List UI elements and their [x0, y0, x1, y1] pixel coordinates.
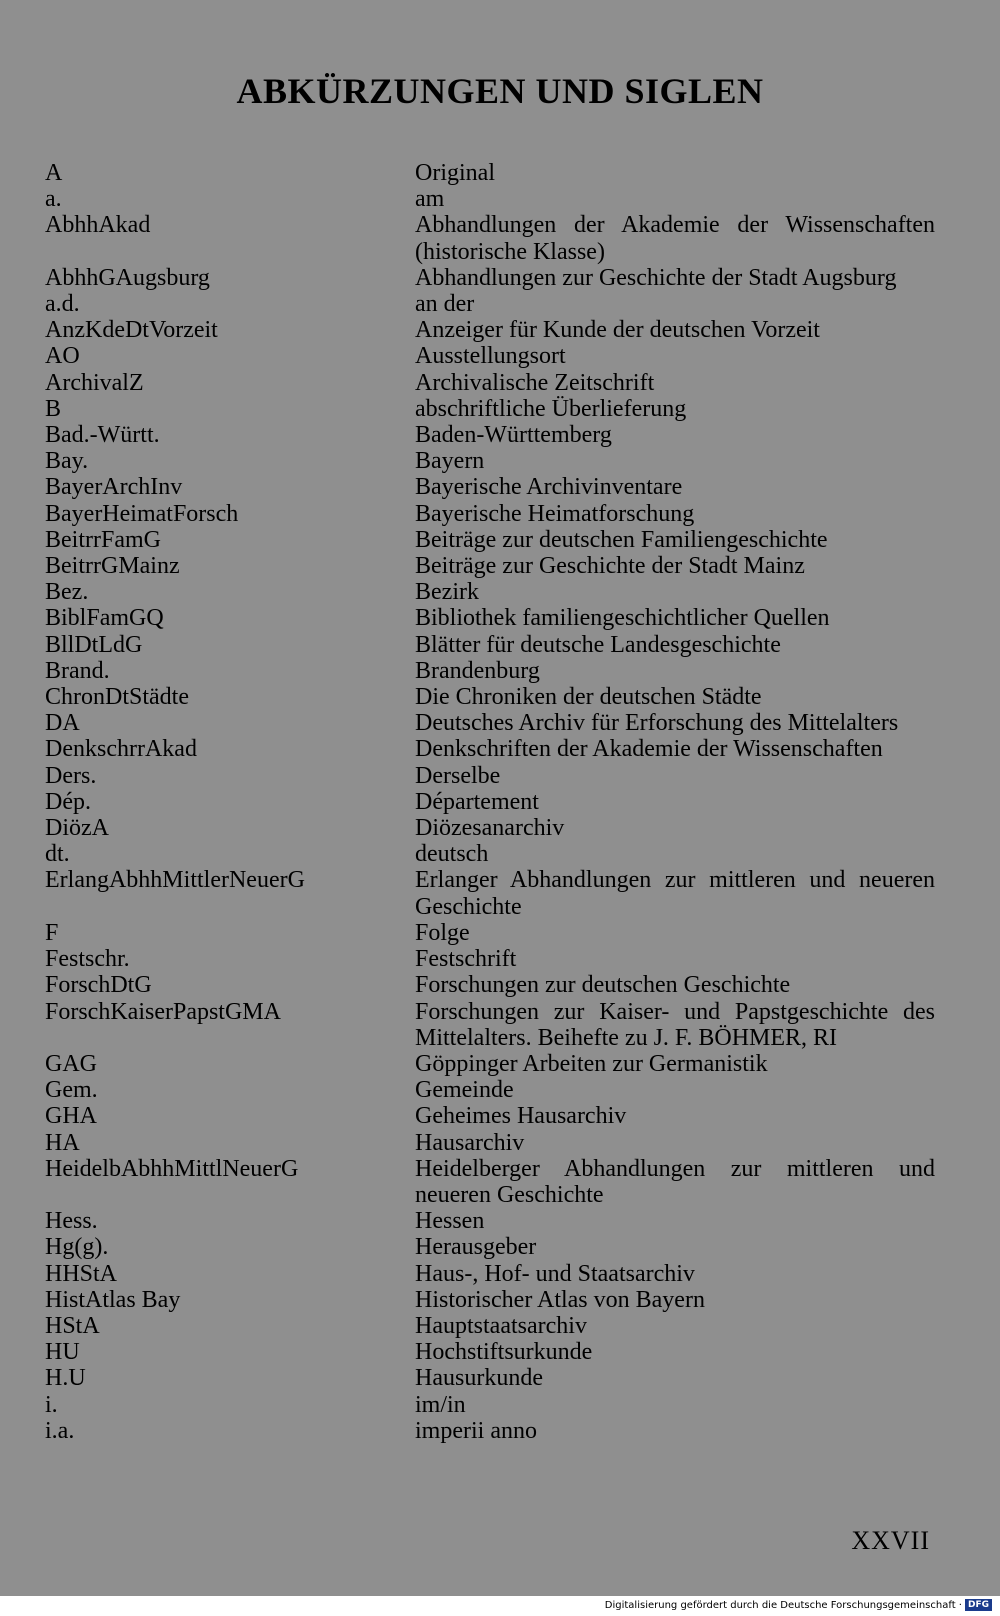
- expansion: Herausgeber: [415, 1234, 537, 1261]
- list-item: [45, 291, 935, 317]
- abbreviation: AbhhGAugsburg: [45, 264, 210, 291]
- abbreviation: BayerHeimatForsch: [45, 500, 239, 527]
- expansion: Erlanger Abhandlungen zur mittleren und neueren Geschichte: [415, 867, 935, 920]
- abbreviation: HeidelbAbhhMittlNeuerG: [45, 1155, 299, 1182]
- abbreviation: B: [45, 395, 62, 422]
- expansion: Bayerische Heimatforschung: [415, 500, 695, 527]
- footer: [0, 1596, 1000, 1616]
- expansion: Blätter für deutsche Landesgeschichte: [415, 631, 781, 658]
- abbreviation: AnzKdeDtVorzeit: [45, 317, 218, 344]
- list-item: [45, 1156, 935, 1208]
- list-item: [45, 815, 935, 841]
- abbreviation-list: [45, 160, 935, 1444]
- abbreviation: dt.: [45, 841, 70, 868]
- expansion: Denkschriften der Akademie der Wissenschaften: [415, 736, 883, 763]
- list-item: [45, 579, 935, 605]
- list-item: [45, 527, 935, 553]
- expansion: Deutsches Archiv für Erforschung des Mittelalters: [415, 710, 899, 737]
- list-item: [45, 1077, 935, 1103]
- expansion: Bayerische Archivinventare: [415, 474, 683, 501]
- expansion: abschriftliche Überlieferung: [415, 395, 687, 422]
- expansion: Forschungen zur Kaiser- und Papstgeschichte des Mittelalters. Beihefte zu J. F. BÖHMER, RI: [415, 998, 935, 1051]
- expansion: Festschrift: [415, 946, 517, 973]
- list-item: [45, 972, 935, 998]
- footer-text: Digitalisierung gefördert durch die Deutsche Forschungsgemeinschaft ·: [604, 1600, 962, 1611]
- list-item: [45, 343, 935, 369]
- list-item: [45, 1051, 935, 1077]
- list-item: [45, 422, 935, 448]
- expansion: Geheimes Hausarchiv: [415, 1103, 627, 1130]
- list-item: [45, 160, 935, 186]
- expansion: Gemeinde: [415, 1077, 514, 1104]
- abbreviation: Hg(g).: [45, 1234, 109, 1261]
- expansion: im/in: [415, 1391, 466, 1418]
- list-item: [45, 1234, 935, 1260]
- abbreviation: Bez.: [45, 579, 89, 606]
- list-item: [45, 1365, 935, 1391]
- list-item: [45, 999, 935, 1051]
- abbreviation: Dép.: [45, 788, 91, 815]
- abbreviation: Gem.: [45, 1077, 98, 1104]
- abbreviation: HA: [45, 1129, 80, 1156]
- list-item: [45, 605, 935, 631]
- expansion: Original: [415, 160, 495, 186]
- expansion: Hochstiftsurkunde: [415, 1339, 593, 1366]
- abbreviation: HStA: [45, 1312, 100, 1339]
- expansion: Die Chroniken der deutschen Städte: [415, 684, 762, 711]
- abbreviation: BeitrrGMainz: [45, 553, 180, 580]
- expansion: Anzeiger für Kunde der deutschen Vorzeit: [415, 317, 820, 344]
- expansion: Baden-Württemberg: [415, 422, 612, 449]
- expansion: Haus-, Hof- und Staatsarchiv: [415, 1260, 695, 1287]
- abbreviation: Bay.: [45, 448, 89, 475]
- list-item: [45, 1130, 935, 1156]
- abbreviation: BeitrrFamG: [45, 526, 161, 553]
- abbreviation: H.U: [45, 1365, 86, 1392]
- expansion: Beiträge zur Geschichte der Stadt Mainz: [415, 553, 805, 580]
- list-item: [45, 448, 935, 474]
- expansion: deutsch: [415, 841, 489, 868]
- abbreviation: a.d.: [45, 291, 80, 318]
- abbreviation: BayerArchInv: [45, 474, 183, 501]
- abbreviation: HHStA: [45, 1260, 118, 1287]
- list-item: [45, 1339, 935, 1365]
- abbreviation: Ders.: [45, 762, 97, 789]
- expansion: an der: [415, 291, 475, 318]
- list-item: [45, 212, 935, 264]
- expansion: Göppinger Arbeiten zur Germanistik: [415, 1050, 768, 1077]
- abbreviation: HistAtlas Bay: [45, 1286, 181, 1313]
- abbreviation: ErlangAbhhMittlerNeuerG: [45, 867, 305, 894]
- expansion: Ausstellungsort: [415, 343, 566, 370]
- abbreviation: AbhhAkad: [45, 212, 151, 239]
- list-item: [45, 789, 935, 815]
- list-item: [45, 1208, 935, 1234]
- dfg-logo: DFG: [965, 1599, 992, 1611]
- list-item: [45, 553, 935, 579]
- list-item: [45, 736, 935, 762]
- expansion: Brandenburg: [415, 657, 540, 684]
- list-item: [45, 684, 935, 710]
- list-item: [45, 841, 935, 867]
- list-item: [45, 946, 935, 972]
- page-number: XXVII: [851, 1526, 930, 1555]
- abbreviation: DiözA: [45, 815, 109, 842]
- expansion: Diözesanarchiv: [415, 815, 565, 842]
- abbreviation: a.: [45, 186, 62, 213]
- abbreviation: A: [45, 160, 63, 186]
- abbreviation: ChronDtStädte: [45, 684, 189, 711]
- expansion: am: [415, 186, 445, 213]
- list-item: [45, 1392, 935, 1418]
- abbreviation: ForschDtG: [45, 972, 152, 999]
- abbreviation: i.a.: [45, 1417, 75, 1444]
- abbreviation: DA: [45, 710, 80, 737]
- abbreviation: HU: [45, 1339, 80, 1366]
- expansion: imperii anno: [415, 1417, 537, 1444]
- page-title: ABKÜRZUNGEN UND SIGLEN: [236, 71, 764, 111]
- abbreviation: GHA: [45, 1103, 97, 1130]
- expansion: Historischer Atlas von Bayern: [415, 1286, 705, 1313]
- abbreviation: Hess.: [45, 1208, 98, 1235]
- expansion: Bezirk: [415, 579, 479, 606]
- list-item: [45, 265, 935, 291]
- expansion: Hausurkunde: [415, 1365, 543, 1392]
- list-item: [45, 867, 935, 919]
- list-item: [45, 1313, 935, 1339]
- list-item: [45, 1261, 935, 1287]
- expansion: Forschungen zur deutschen Geschichte: [415, 972, 791, 999]
- expansion: Derselbe: [415, 762, 501, 789]
- list-item: [45, 763, 935, 789]
- expansion: Département: [415, 788, 539, 815]
- abbreviation: ArchivalZ: [45, 369, 144, 396]
- abbreviation: ForschKaiserPapstGMA: [45, 998, 281, 1025]
- list-item: [45, 186, 935, 212]
- list-item: [45, 658, 935, 684]
- expansion: Heidelberger Abhandlungen zur mittleren und neueren Geschichte: [415, 1155, 935, 1208]
- expansion: Hauptstaatsarchiv: [415, 1312, 587, 1339]
- list-item: [45, 1103, 935, 1129]
- list-item: [45, 396, 935, 422]
- list-item: [45, 920, 935, 946]
- expansion: Bibliothek familiengeschichtlicher Quellen: [415, 605, 830, 632]
- list-item: [45, 501, 935, 527]
- abbreviation: Bad.-Württ.: [45, 422, 160, 449]
- list-item: [45, 632, 935, 658]
- expansion: Archivalische Zeitschrift: [415, 369, 655, 396]
- abbreviation: BllDtLdG: [45, 631, 143, 658]
- list-item: [45, 710, 935, 736]
- expansion: Folge: [415, 919, 470, 946]
- abbreviation: DenkschrrAkad: [45, 736, 197, 763]
- abbreviation: F: [45, 919, 59, 946]
- list-item: [45, 474, 935, 500]
- list-item: [45, 370, 935, 396]
- expansion: Bayern: [415, 448, 485, 475]
- list-item: [45, 1418, 935, 1444]
- expansion: Abhandlungen der Akademie der Wissenschaften (historische Klasse): [415, 212, 935, 265]
- abbreviation: AO: [45, 343, 80, 370]
- expansion: Beiträge zur deutschen Familiengeschichte: [415, 526, 828, 553]
- abbreviation: i.: [45, 1391, 58, 1418]
- expansion: Hessen: [415, 1208, 485, 1235]
- abbreviation: Festschr.: [45, 946, 130, 973]
- expansion: Abhandlungen zur Geschichte der Stadt Augsburg: [415, 264, 897, 291]
- abbreviation: Brand.: [45, 657, 110, 684]
- list-item: [45, 1287, 935, 1313]
- abbreviation: BiblFamGQ: [45, 605, 164, 632]
- list-item: [45, 317, 935, 343]
- expansion: Hausarchiv: [415, 1129, 525, 1156]
- abbreviation: GAG: [45, 1050, 97, 1077]
